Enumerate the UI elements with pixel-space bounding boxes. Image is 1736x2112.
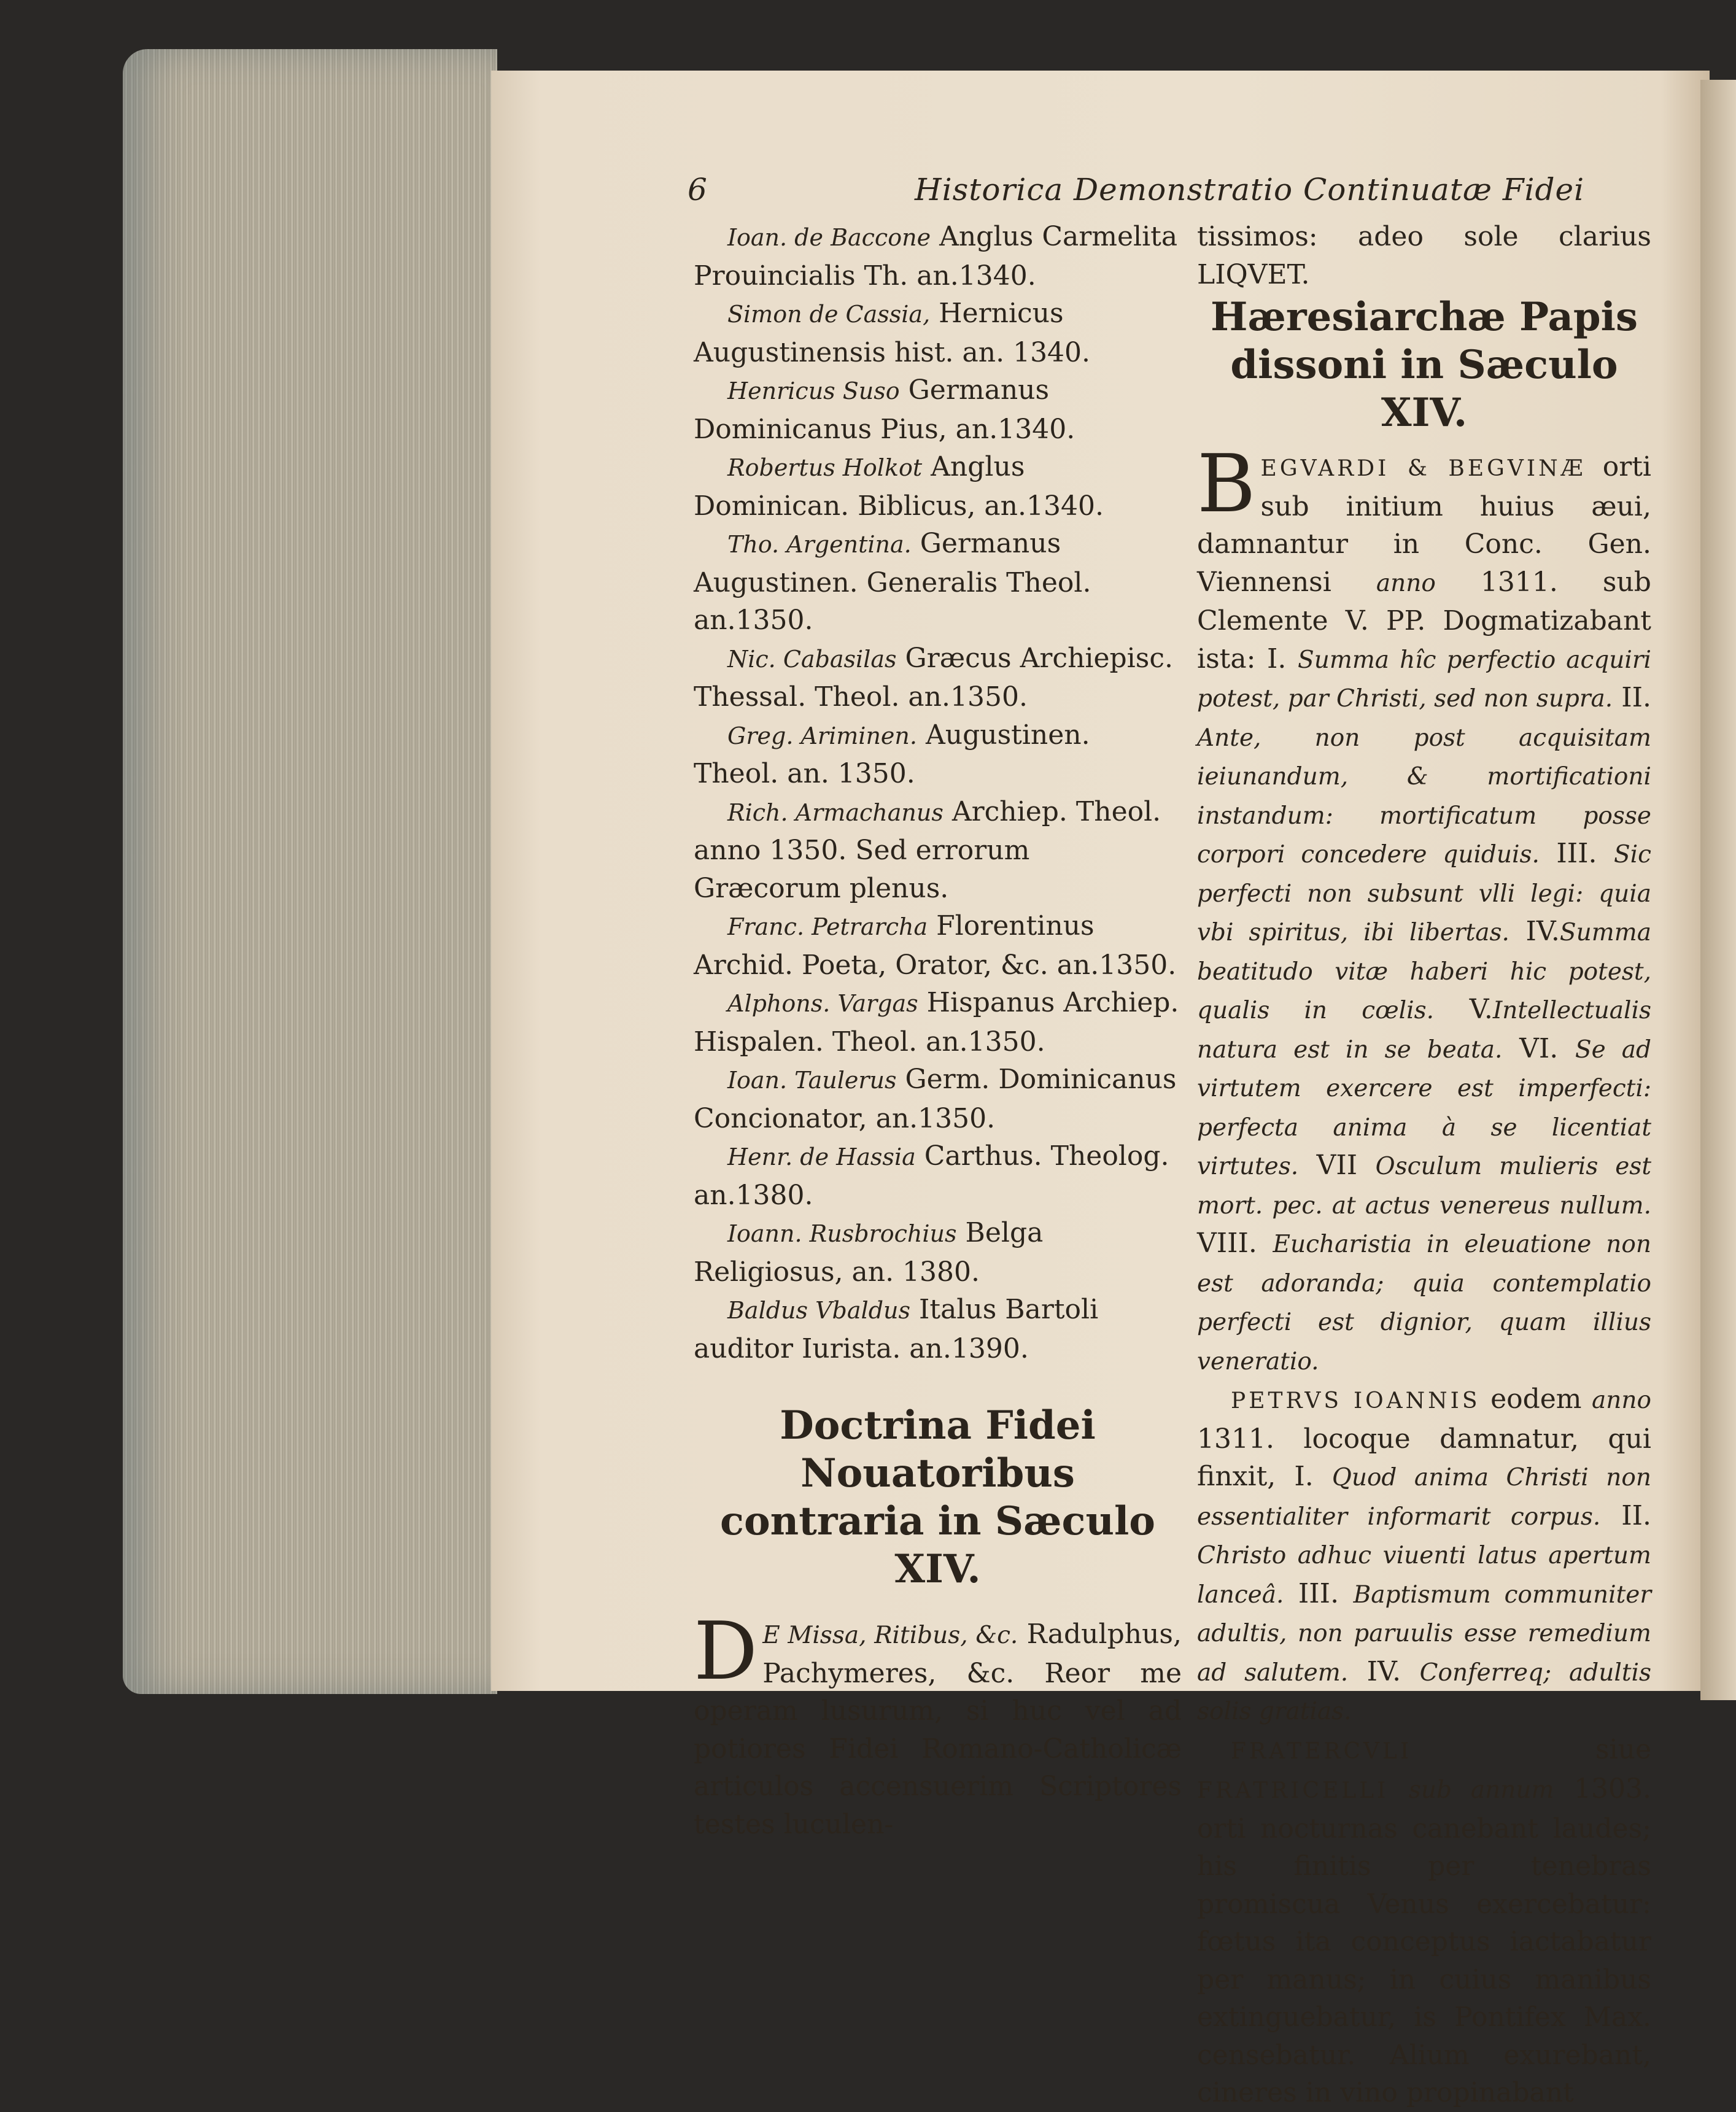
paragraph-text: V. — [1469, 994, 1493, 1025]
italic-text: Christo adhuc viuenti latus apertum lanceâ. — [1197, 1542, 1651, 1609]
entry-author: Ioan. de Baccone — [727, 224, 931, 251]
section-heading-haeresiarchae: Hæresiarchæ Papis dissoni in Sæculo XIV. — [1211, 294, 1638, 436]
running-head-title: Historica Demonstratio Continuatæ Fidei — [915, 172, 1585, 207]
paragraph-fraterculi — [1197, 1731, 1651, 2112]
entry-author: Franc. Petrarcha — [727, 913, 928, 940]
paragraph-text: VIII. — [1197, 1228, 1257, 1259]
section-heading-doctrina: Doctrina Fidei Nouatoribus contraria in Sæculo XIV. — [720, 1402, 1155, 1592]
left-column — [694, 218, 1182, 1843]
author-entry — [694, 525, 1182, 640]
italic-text: Eucharistia in eleuatione non est adoranda; quia contemplatio perfecti est dignior, quam illius veneratio. — [1197, 1231, 1651, 1375]
entry-text: Germ. Dominicanus Concionator, an.1350. — [694, 1064, 1177, 1134]
author-entry — [694, 1214, 1182, 1291]
entry-text: Germanus Augustinen. Generalis Theol. an.1350. — [694, 528, 1091, 636]
author-entry — [694, 1291, 1182, 1367]
entry-text: Hispanus Archiep. Hispalen. Theol. an.1350. — [694, 987, 1179, 1058]
italic-text: anno — [1592, 1387, 1651, 1414]
paragraph-text: II. — [1621, 682, 1651, 713]
entry-author: Rich. Armachanus — [727, 799, 944, 826]
paragraph-text: IV. — [1525, 916, 1560, 947]
entry-text: Anglus Dominican. Biblicus, an.1340. — [694, 451, 1104, 522]
entry-text: Augustinen. Theol. an. 1350. — [694, 719, 1090, 789]
author-entry — [694, 984, 1182, 1061]
entry-author: Nic. Cabasilas — [727, 645, 897, 673]
paragraph-petrus-ioannis — [1197, 1380, 1651, 1731]
italic-text: Intellectualis natura est in se beata. — [1197, 997, 1651, 1064]
author-entry — [694, 640, 1182, 716]
small-caps-name: EGVARDI & BEGVINÆ — [1260, 456, 1586, 481]
right-column — [1197, 218, 1651, 2112]
entry-author: Alphons. Vargas — [727, 990, 918, 1017]
entry-author: Ioan. Taulerus — [727, 1067, 897, 1094]
paragraph-text: II. — [1621, 1499, 1651, 1531]
author-entry — [694, 793, 1182, 908]
entry-text: Hernicus Augustinensis hist. an. 1340. — [694, 298, 1091, 368]
italic-text: sub annum — [1408, 1776, 1554, 1804]
entry-author: Greg. Ariminen. — [727, 722, 917, 749]
entry-text: Belga Religiosus, an. 1380. — [694, 1217, 1044, 1288]
paragraph-text: VI. — [1519, 1032, 1559, 1064]
author-entry — [694, 1137, 1182, 1214]
author-entry — [694, 716, 1182, 793]
italic-text: Conferreq; adultis solis gratias. — [1197, 1658, 1651, 1725]
italic-text: Baptismum communiter adultis, non paruulis esse remedium ad salutem. — [1197, 1580, 1651, 1687]
entry-text: Florentinus Archid. Poeta, Orator, &c. an.1350. — [694, 910, 1177, 981]
entry-author: Henricus Suso — [727, 377, 900, 404]
author-entry — [694, 218, 1182, 295]
paragraph-begvardi — [1197, 437, 1651, 1380]
book-page-edges — [123, 49, 497, 1694]
author-entry — [694, 1061, 1182, 1137]
entry-text: Anglus Carmelita Prouincialis Th. an.1340. — [694, 221, 1178, 292]
running-head — [688, 166, 1657, 215]
italic-text: Quod anima Christi non essentialiter informarit corpus. — [1197, 1464, 1651, 1531]
paragraph-text: 1311. sub Clemente V. PP. Dogmatizabant ista: I. — [1197, 566, 1651, 675]
continuation-line: tissimos: adeo sole clarius LIQVET. — [1197, 221, 1651, 290]
author-entry — [694, 371, 1182, 448]
entry-text: Græcus Archiepisc. Thessal. Theol. an.1350. — [694, 642, 1173, 713]
small-caps-name: FRATERCVLI — [1231, 1738, 1412, 1764]
paragraph-text: Radulphus, Pachymeres, &c. Reor me operam lusurum, si huc vel ad potiores Fidei Romano-Catholicæ articulos accensuerim Scriptores testes luculen- — [694, 1619, 1182, 1840]
paragraph-text: 1303. orti nocturnas canebant laudes; his finitis per tenebras promiscua Venus exercebatur: fœtus ita conceptus iactabatur per manus; in cuius manibus extinguebatur, is Pontifex Max. censebatur. Alium exurebant, cineres in vino propinabant — [1197, 1773, 1651, 2108]
italic-text: Ante, non post acquisitam ieiunandum, & mortificationi instandum: mortificatum posse corpori concedere quiduis. — [1197, 724, 1651, 868]
entry-author: Simon de Cassia, — [727, 301, 931, 328]
author-entry — [694, 295, 1182, 371]
italic-text: Sic perfecti non subsunt vlli legi: quia vbi spiritus, ibi libertas. — [1197, 841, 1651, 946]
small-caps-name: PETRVS IOANNIS — [1231, 1388, 1481, 1414]
italic-text: Summa beatitudo vitæ haberi hic potest, qualis in cœlis. — [1197, 919, 1651, 1024]
paragraph-text: 1311. locoque damnatur, qui finxit, I. — [1197, 1423, 1651, 1492]
entry-author: Baldus Vbaldus — [727, 1297, 910, 1324]
italic-text: Osculum mulieris est mort. pec. at actus venereus nullum. — [1197, 1153, 1651, 1220]
entry-text: Italus Bartoli auditor Iurista. an.1390. — [694, 1294, 1099, 1364]
italic-text: Se ad virtutem exercere est imperfecti: perfecta anima à se licentiat virtutes. — [1197, 1035, 1651, 1180]
drop-cap: D — [694, 1604, 758, 1698]
entry-author: Henr. de Hassia — [727, 1143, 916, 1170]
paragraph-text: eodem — [1490, 1383, 1582, 1415]
paragraph-text: III. — [1298, 1577, 1339, 1609]
entry-text: Carthus. Theolog. an.1380. — [694, 1140, 1169, 1211]
page-content — [688, 166, 1657, 2108]
facing-page-edge — [1700, 80, 1736, 1700]
italic-text: Summa hîc perfectio acquiri potest, par Christi, sed non supra. — [1197, 646, 1651, 713]
italic-lead: E Missa, Ritibus, &c. — [762, 1622, 1018, 1649]
entry-author: Robertus Holkot — [727, 454, 923, 481]
author-entry — [694, 448, 1182, 525]
italic-text: anno — [1376, 569, 1436, 597]
paragraph-text: siue — [1595, 1733, 1651, 1765]
small-caps-name: FRATRICELLI — [1197, 1778, 1389, 1803]
drop-cap: B — [1197, 437, 1256, 530]
entry-text: Archiep. Theol. anno 1350. Sed errorum Græcorum plenus. — [694, 795, 1161, 904]
entry-text: Germanus Dominicanus Pius, an.1340. — [694, 374, 1075, 445]
page-number: 6 — [688, 172, 707, 207]
paragraph-text: IV. — [1366, 1655, 1401, 1687]
paragraph-text: III. — [1556, 838, 1597, 869]
paragraph-text: VII — [1316, 1150, 1358, 1181]
author-entry — [694, 907, 1182, 984]
paragraph-text: orti sub initium huius æui, damnantur in Conc. Gen. Viennensi — [1197, 451, 1651, 598]
entry-author: Tho. Argentina. — [727, 531, 912, 558]
entry-author: Ioann. Rusbrochius — [727, 1220, 957, 1247]
paragraph-de-missa — [694, 1604, 1182, 1843]
